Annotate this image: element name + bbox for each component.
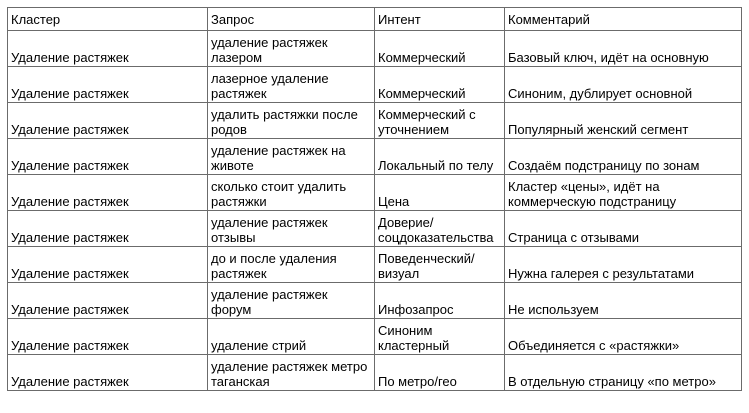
cell-query: удаление растяжек метро таганская bbox=[208, 355, 375, 391]
header-comment: Комментарий bbox=[505, 8, 742, 31]
table-row bbox=[8, 103, 742, 139]
header-cluster: Кластер bbox=[8, 8, 208, 31]
cell-query: удалить растяжки после родов bbox=[208, 103, 375, 139]
cell-cluster: Удаление растяжек bbox=[8, 139, 208, 175]
cell-intent: Коммерческий bbox=[375, 67, 505, 103]
table-row bbox=[8, 67, 742, 103]
cell-comment: Объединяется с «растяжки» bbox=[505, 319, 742, 355]
header-intent: Интент bbox=[375, 8, 505, 31]
table-row bbox=[8, 283, 742, 319]
cell-comment: Кластер «цены», идёт на коммерческую подстраницу bbox=[505, 175, 742, 211]
header-query: Запрос bbox=[208, 8, 375, 31]
cell-intent: Инфозапрос bbox=[375, 283, 505, 319]
table-row bbox=[8, 175, 742, 211]
cell-cluster: Удаление растяжек bbox=[8, 283, 208, 319]
cell-cluster: Удаление растяжек bbox=[8, 319, 208, 355]
table-row bbox=[8, 31, 742, 67]
cell-intent: Коммерческий с уточнением bbox=[375, 103, 505, 139]
cell-intent: Синоним кластерный bbox=[375, 319, 505, 355]
cell-comment: Базовый ключ, идёт на основную bbox=[505, 31, 742, 67]
table-row bbox=[8, 319, 742, 355]
cell-cluster: Удаление растяжек bbox=[8, 67, 208, 103]
cell-intent: Коммерческий bbox=[375, 31, 505, 67]
table-row bbox=[8, 247, 742, 283]
header-row bbox=[8, 8, 742, 31]
cell-cluster: Удаление растяжек bbox=[8, 211, 208, 247]
table-row bbox=[8, 139, 742, 175]
cell-comment: Популярный женский сегмент bbox=[505, 103, 742, 139]
cell-query: сколько стоит удалить растяжки bbox=[208, 175, 375, 211]
cell-intent: Поведенческий/визуал bbox=[375, 247, 505, 283]
cell-comment: Создаём подстраницу по зонам bbox=[505, 139, 742, 175]
cell-query: удаление стрий bbox=[208, 319, 375, 355]
cell-intent: Локальный по телу bbox=[375, 139, 505, 175]
cell-comment: Синоним, дублирует основной bbox=[505, 67, 742, 103]
cell-intent: Доверие/соцдоказательства bbox=[375, 211, 505, 247]
cell-query: удаление растяжек форум bbox=[208, 283, 375, 319]
cell-query: удаление растяжек на животе bbox=[208, 139, 375, 175]
keyword-table bbox=[7, 7, 742, 391]
cell-intent: По метро/гео bbox=[375, 355, 505, 391]
table-row bbox=[8, 211, 742, 247]
cell-comment: Не используем bbox=[505, 283, 742, 319]
cell-cluster: Удаление растяжек bbox=[8, 103, 208, 139]
cell-query: удаление растяжек лазером bbox=[208, 31, 375, 67]
cell-cluster: Удаление растяжек bbox=[8, 175, 208, 211]
cell-comment: Страница с отзывами bbox=[505, 211, 742, 247]
cell-cluster: Удаление растяжек bbox=[8, 355, 208, 391]
cell-cluster: Удаление растяжек bbox=[8, 31, 208, 67]
cell-query: лазерное удаление растяжек bbox=[208, 67, 375, 103]
cell-cluster: Удаление растяжек bbox=[8, 247, 208, 283]
cell-comment: В отдельную страницу «по метро» bbox=[505, 355, 742, 391]
cell-comment: Нужна галерея с результатами bbox=[505, 247, 742, 283]
table-row bbox=[8, 355, 742, 391]
cell-query: удаление растяжек отзывы bbox=[208, 211, 375, 247]
cell-query: до и после удаления растяжек bbox=[208, 247, 375, 283]
cell-intent: Цена bbox=[375, 175, 505, 211]
